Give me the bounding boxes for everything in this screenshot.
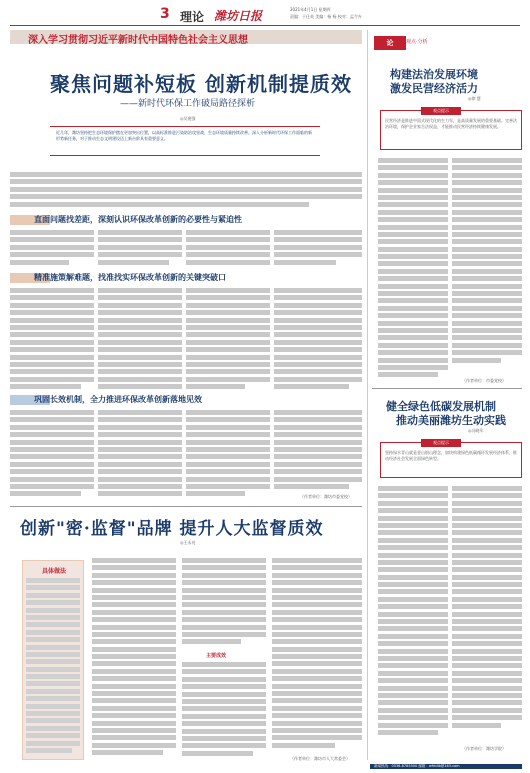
right-article1-headline-line2: 激发民营经济活力	[390, 82, 478, 95]
article1-intro-text	[10, 172, 362, 210]
page-number: 3	[160, 6, 170, 22]
article1-lead-box	[50, 126, 320, 156]
article1-col-l	[274, 410, 362, 492]
article1-col-d	[274, 230, 362, 268]
right-article2-headline-line2: 推动美丽潍坊生动实践	[396, 414, 506, 427]
column-banner-text: 深入学习贯彻习近平新时代中国特色社会主义思想	[28, 35, 248, 46]
right-article2-col-a	[378, 486, 448, 748]
section-title: 精准施策解难题，找准找实环保改革创新的关键突破口	[34, 273, 226, 282]
opinion-tag	[374, 36, 406, 50]
article1-byline: ◎吴建强	[180, 116, 196, 121]
article1-col-i	[10, 410, 94, 500]
right-article1-headline-line1: 构建法治发展环境	[390, 68, 478, 81]
article1-subtitle: ——新时代环保工作破局路径探析	[120, 99, 256, 109]
right-divider	[372, 388, 522, 389]
article1-col-k	[186, 410, 270, 500]
article1-col-a	[10, 230, 94, 268]
article1-section-2	[10, 272, 362, 284]
opinion-tag-caption: 观点·分析	[406, 39, 428, 45]
article1-col-e	[10, 288, 94, 390]
editor-line: 责编：于仕英 美编：杨 杨 校对：孟令卉	[290, 14, 362, 19]
right-article2-author-note: （作者单位：潍坊学院）	[462, 746, 506, 751]
right-article2-byline: ◎冯晓军	[468, 428, 484, 433]
column-divider	[367, 30, 368, 760]
article2-sidebar-title: 具体做法	[41, 568, 66, 575]
right-article2-summary-box	[380, 442, 522, 478]
article2-inline-title: 主要成效	[206, 653, 227, 659]
paper-logo: 潍坊日报	[214, 9, 263, 23]
footer-bar	[370, 764, 522, 769]
article2-col-a	[92, 558, 176, 762]
article1-col-h	[274, 288, 362, 390]
right-article1-summary-box	[380, 110, 522, 150]
article1-col-g	[186, 288, 270, 390]
article-divider	[10, 506, 362, 507]
section-label: 理论	[180, 10, 205, 24]
right-article1-col-b	[452, 158, 522, 374]
article1-col-j	[98, 410, 182, 500]
article2-byline: ◎王永亮	[180, 540, 196, 545]
article1-col-b	[98, 230, 182, 268]
right-article1-col-a	[378, 158, 448, 386]
article2-col-b-bottom	[182, 662, 266, 762]
summary-text: 坚持绿水青山就是金山银山理念，加快构建绿色低碳循环发展经济体系，推动经济社会发展全面绿色转型。	[385, 450, 517, 461]
opinion-tag-text: 论	[386, 39, 394, 47]
article2-author-note: （作者单位：潍坊市人大常委会）	[290, 756, 350, 761]
right-article2-headline-line1: 健全绿色低碳发展机制	[386, 400, 496, 413]
date-line: 2021年4月1日 星期四	[290, 7, 331, 12]
summary-caption: 观点提示	[421, 107, 461, 115]
article1-author-note: （作者单位：潍坊市委党校）	[300, 494, 352, 499]
masthead	[0, 0, 530, 26]
summary-caption: 观点提示	[421, 439, 461, 447]
right-article2-col-b	[452, 486, 522, 740]
masthead-rule	[10, 25, 520, 26]
article1-lead: 近几年，潍坊坚持把生态环境保护摆在更加突出位置，以高标准推进污染防治攻坚战，生态环境质量持续改善。深入分析新时代环保工作面临的新形势新任务，对于推动生态文明建设迈上新台阶具有重要意义。	[56, 130, 312, 141]
article2-col-c	[272, 558, 362, 754]
footer-text: 新闻热线：0536-8785500 邮箱：wfrbllb@163.com	[374, 764, 460, 768]
right-article1-author-note: （作者单位：市委党校）	[462, 378, 506, 383]
section-title: 巩固长效机制，全力推进环保改革创新落地见效	[34, 395, 202, 404]
section-title: 直面问题找差距，深刻认识环保改革创新的必要性与紧迫性	[34, 215, 242, 224]
article1-section-3	[10, 394, 362, 406]
article2-sidebar-text	[26, 578, 80, 754]
article2-col-b-top	[182, 558, 266, 648]
article2-headline: 创新"密·监督"品牌 提升人大监督质效	[20, 519, 324, 539]
column-banner	[10, 30, 362, 44]
summary-text: 民营经济是推进中国式现代化的生力军，是高质量发展的重要基础。完善法治环境，保护企业家合法权益，才能推动民营经济持续健康发展。	[385, 118, 517, 129]
article1-col-f	[98, 288, 182, 390]
article1-col-c	[186, 230, 270, 268]
article1-section-1	[10, 214, 362, 226]
article1-headline: 聚焦问题补短板 创新机制提质效	[50, 72, 352, 96]
right-article1-byline: ◎徐 慧	[468, 96, 481, 101]
